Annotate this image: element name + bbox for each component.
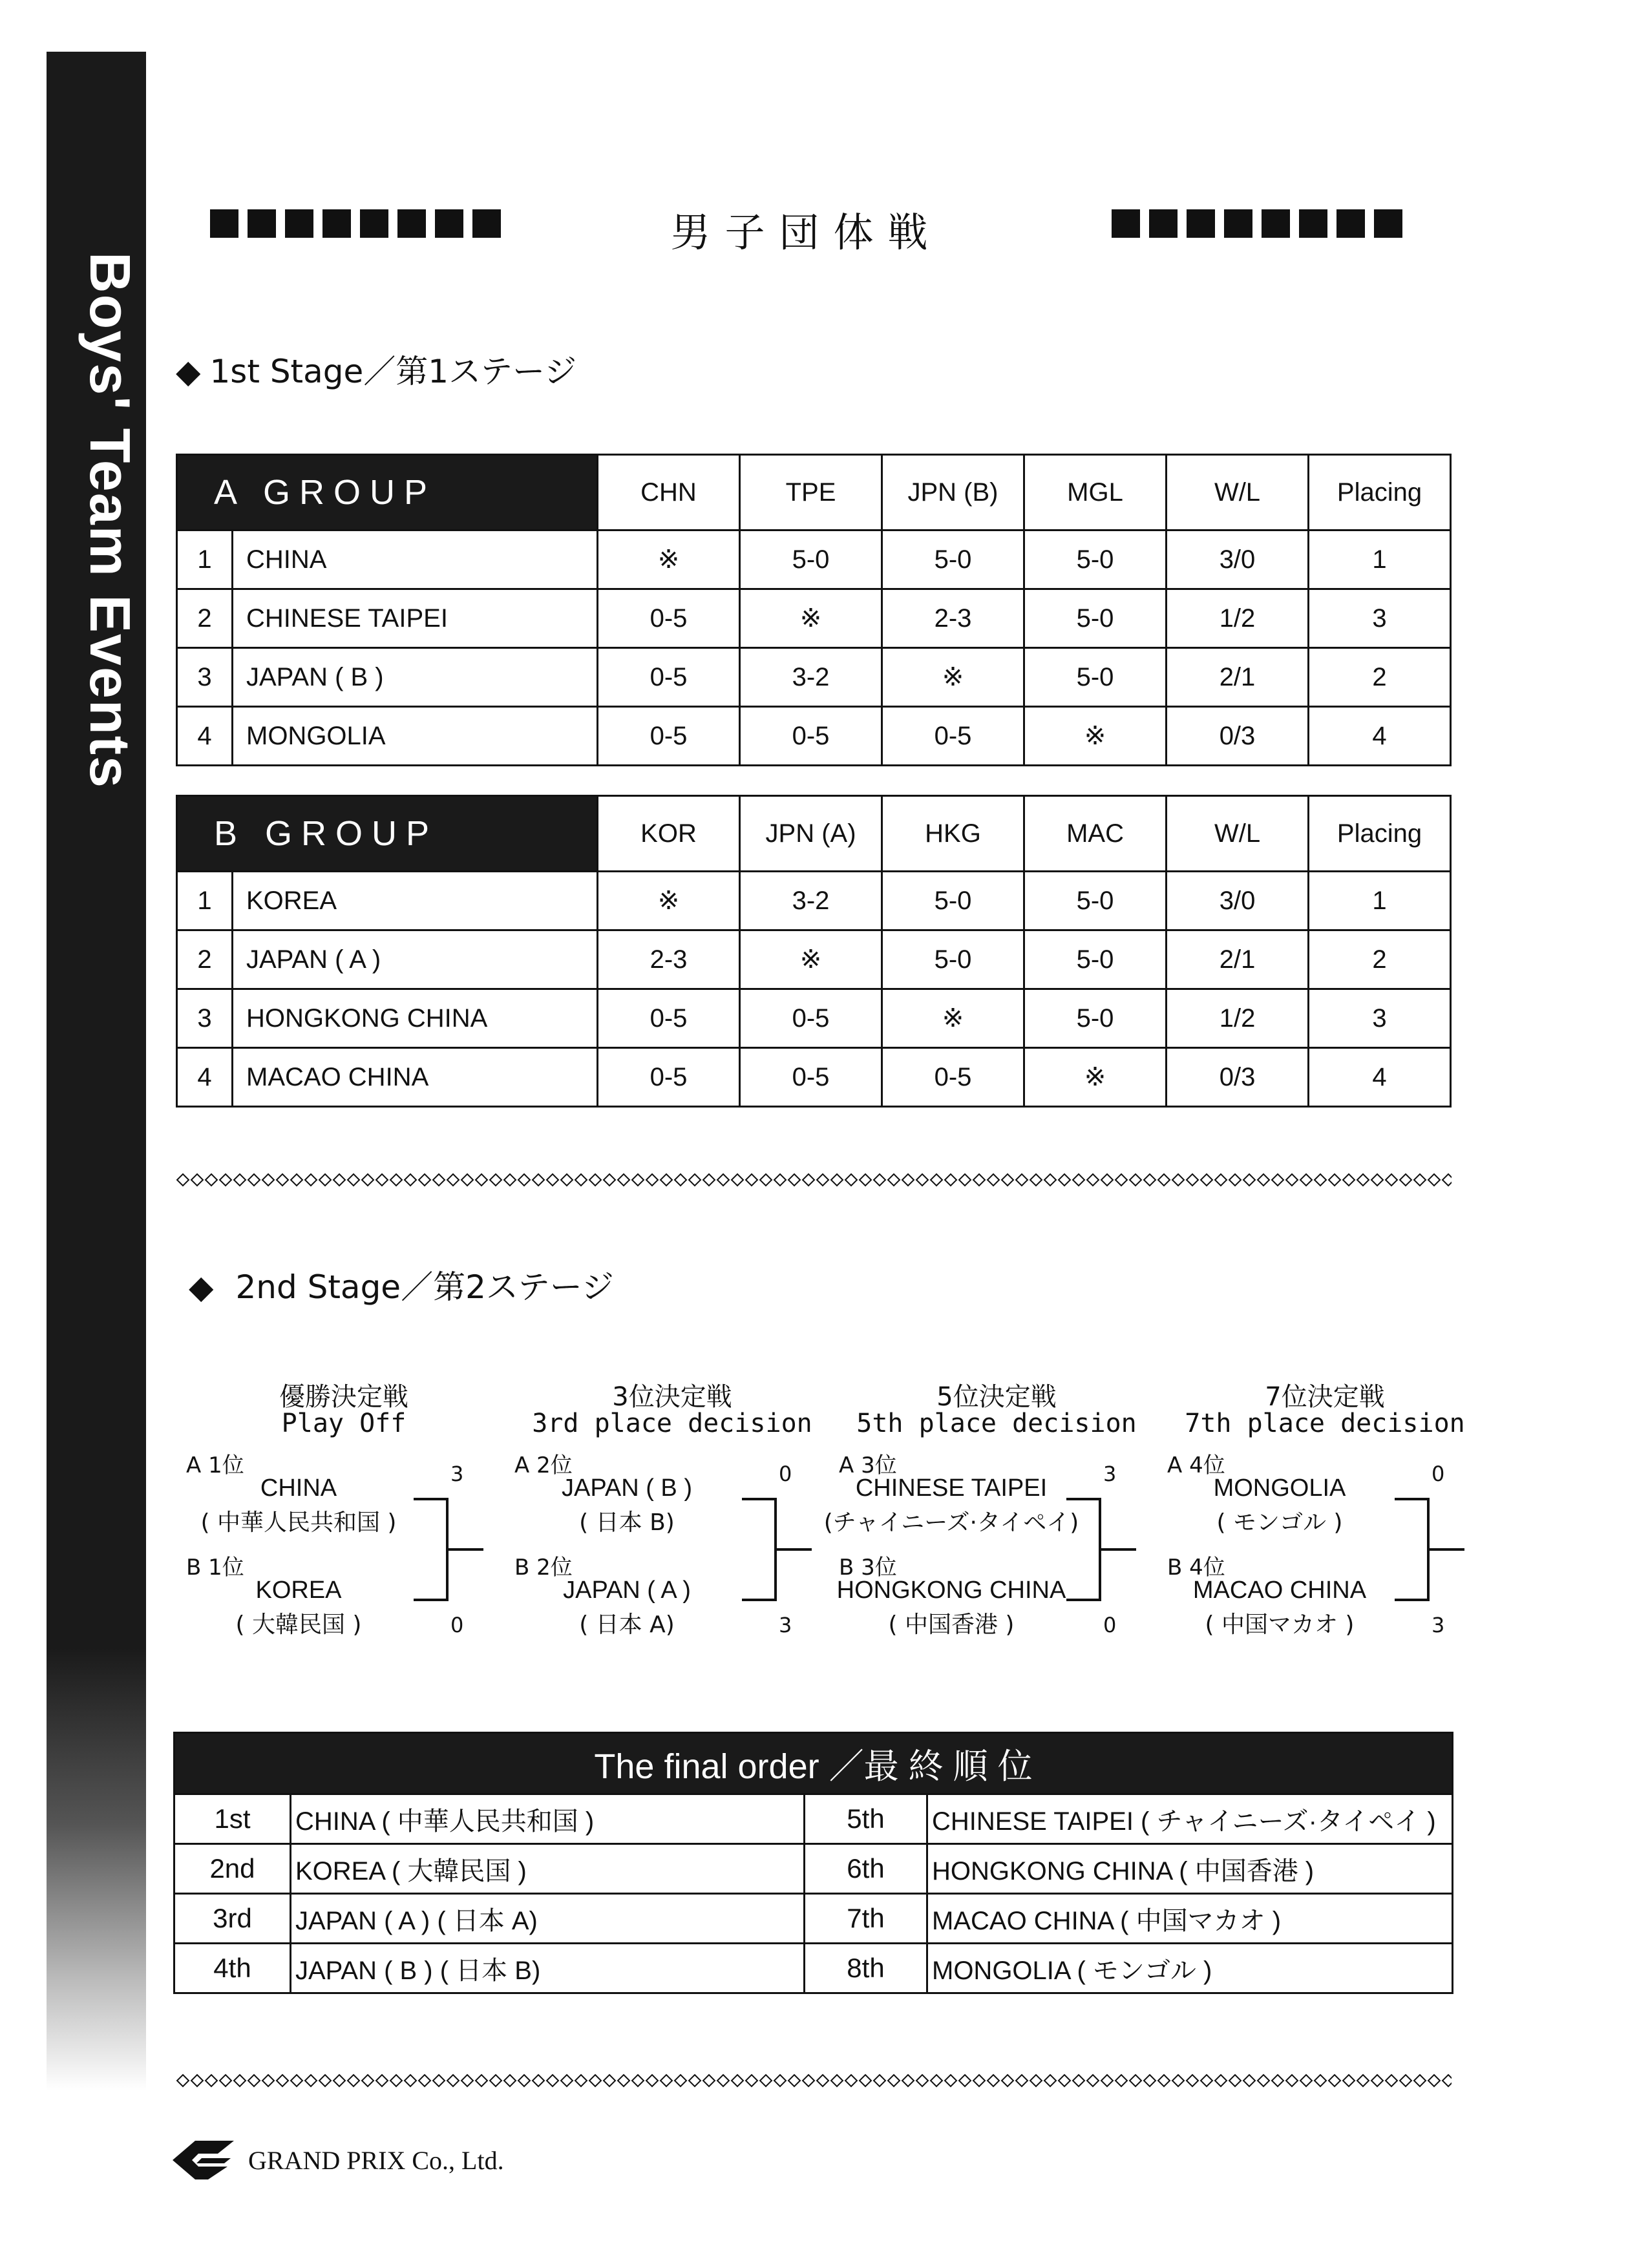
final-team: CHINESE TAIPEI ( チャイニーズ·タイペイ ) (927, 1794, 1453, 1844)
bracket-line (774, 1548, 812, 1551)
seed-label: A 1位 (186, 1453, 244, 1478)
team-name: JAPAN ( A ) (233, 930, 598, 989)
column-header: JPN (B) (882, 455, 1024, 530)
final-team: JAPAN ( A ) ( 日本 A) (291, 1894, 805, 1944)
bracket-line (1427, 1548, 1464, 1551)
group-a-header (177, 455, 1451, 530)
result-cell: 1 (1309, 872, 1451, 930)
bracket-score: 3 (450, 1462, 464, 1486)
table-row (177, 1048, 1451, 1107)
final-rank: 5th (805, 1794, 927, 1844)
bracket-team: JAPAN ( A ) (563, 1577, 691, 1604)
team-name: MACAO CHINA (233, 1048, 598, 1107)
bracket-score: 0 (779, 1462, 792, 1486)
bracket-line (1099, 1548, 1136, 1551)
final-team: MACAO CHINA ( 中国マカオ ) (927, 1894, 1453, 1944)
row-number: 1 (177, 872, 233, 930)
sidebar-label: Boys' Team Events (78, 252, 142, 789)
result-cell: 1/2 (1167, 589, 1309, 648)
table-row (174, 1844, 1453, 1894)
team-name: MONGOLIA (233, 707, 598, 766)
result-cell: 0-5 (740, 989, 882, 1048)
bracket-subtitle: 3rd place decision (532, 1409, 812, 1438)
row-number: 2 (177, 930, 233, 989)
bracket-title: 7位決定戦 (1265, 1382, 1385, 1412)
bracket-score: 3 (1431, 1613, 1445, 1637)
result-cell: ※ (1024, 707, 1167, 766)
column-header: Placing (1309, 455, 1451, 530)
result-cell: 1/2 (1167, 989, 1309, 1048)
title-row (210, 200, 1402, 256)
seed-label: A 3位 (839, 1453, 897, 1478)
result-cell: 5-0 (882, 872, 1024, 930)
bracket-team-sub: ( 中国香港 ) (888, 1612, 1015, 1638)
diamond-divider (176, 1172, 1452, 1188)
bracket-team: HONGKONG CHINA (836, 1577, 1066, 1604)
team-name: CHINESE TAIPEI (233, 589, 598, 648)
table-row (177, 989, 1451, 1048)
row-number: 4 (177, 707, 233, 766)
bracket-subtitle: Play Off (281, 1409, 407, 1438)
column-header: W/L (1167, 796, 1309, 872)
bracket-score: 0 (1103, 1613, 1117, 1637)
bracket-title: 5位決定戦 (936, 1382, 1057, 1412)
final-order-title: The final order ／最 終 順 位 (174, 1733, 1453, 1794)
seed-label: A 4位 (1167, 1453, 1225, 1478)
result-cell: 5-0 (882, 530, 1024, 589)
result-cell: 5-0 (1024, 589, 1167, 648)
grand-prix-logo-icon (169, 2137, 240, 2183)
bracket-line (414, 1498, 447, 1500)
group-a-name: A GROUP (177, 455, 598, 530)
result-cell: ※ (882, 989, 1024, 1048)
bracket-team: JAPAN ( B ) (562, 1475, 692, 1502)
bracket-title: 3位決定戦 (612, 1382, 732, 1412)
result-cell: 3-2 (740, 872, 882, 930)
result-cell: 0-5 (882, 707, 1024, 766)
column-header: CHN (598, 455, 740, 530)
result-cell: 0-5 (598, 989, 740, 1048)
bracket-team-sub: ( 大韓民国 ) (235, 1612, 362, 1638)
sidebar (47, 52, 146, 2268)
table-row (177, 530, 1451, 589)
result-cell: 0-5 (598, 1048, 740, 1107)
group-b-name: B GROUP (177, 796, 598, 872)
result-cell: 5-0 (740, 530, 882, 589)
row-number: 3 (177, 989, 233, 1048)
column-header: TPE (740, 455, 882, 530)
final-rank: 3rd (174, 1894, 291, 1944)
final-rank: 2nd (174, 1844, 291, 1894)
result-cell: 4 (1309, 707, 1451, 766)
company-name: GRAND PRIX Co., Ltd. (248, 2145, 504, 2175)
bracket-line (446, 1548, 483, 1551)
final-team: JAPAN ( B ) ( 日本 B) (291, 1944, 805, 1993)
team-name: KOREA (233, 872, 598, 930)
final-rank: 8th (805, 1944, 927, 1993)
row-number: 3 (177, 648, 233, 707)
team-name: CHINA (233, 530, 598, 589)
column-header: W/L (1167, 455, 1309, 530)
result-cell: ※ (598, 872, 740, 930)
bracket-team: MONGOLIA (1213, 1475, 1346, 1502)
bracket-title: 優勝決定戦 (279, 1382, 408, 1412)
final-rank: 7th (805, 1894, 927, 1944)
result-cell: 4 (1309, 1048, 1451, 1107)
column-header: MAC (1024, 796, 1167, 872)
result-cell: 2/1 (1167, 930, 1309, 989)
team-name: JAPAN ( B ) (233, 648, 598, 707)
result-cell: ※ (882, 648, 1024, 707)
footer (169, 2137, 504, 2183)
result-cell: 2-3 (882, 589, 1024, 648)
group-b-table (176, 795, 1452, 1108)
bracket-team-sub: ( 中華人民共和国 ) (200, 1509, 397, 1536)
bracket-line (1395, 1599, 1428, 1601)
bracket-team-sub: (チャイニーズ·タイペイ) (823, 1509, 1079, 1536)
result-cell: 3 (1309, 589, 1451, 648)
table-row (177, 872, 1451, 930)
result-cell: ※ (740, 589, 882, 648)
bracket-line (742, 1498, 776, 1500)
title-blocks-right (1112, 209, 1402, 238)
row-number: 1 (177, 530, 233, 589)
result-cell: 0-5 (882, 1048, 1024, 1107)
table-row (174, 1894, 1453, 1944)
result-cell: 2 (1309, 930, 1451, 989)
stage1-heading: ◆ 1st Stage／第1ステージ (176, 353, 577, 390)
bracket-line (1395, 1498, 1428, 1500)
final-team: KOREA ( 大韓民国 ) (291, 1844, 805, 1894)
result-cell: 0/3 (1167, 1048, 1309, 1107)
final-team: HONGKONG CHINA ( 中国香港 ) (927, 1844, 1453, 1894)
bracket-team: KOREA (255, 1577, 342, 1604)
bracket-team-sub: ( 日本 B) (579, 1509, 675, 1536)
result-cell: ※ (1024, 1048, 1167, 1107)
result-cell: 3 (1309, 989, 1451, 1048)
team-name: HONGKONG CHINA (233, 989, 598, 1048)
seed-label: B 1位 (186, 1555, 244, 1580)
group-b-header (177, 796, 1451, 872)
bracket-line (414, 1599, 447, 1601)
result-cell: 2-3 (598, 930, 740, 989)
result-cell: 5-0 (1024, 989, 1167, 1048)
row-number: 2 (177, 589, 233, 648)
bracket-team-sub: ( 中国マカオ ) (1205, 1612, 1355, 1638)
bracket-subtitle: 7th place decision (1185, 1409, 1465, 1438)
seed-label: B 2位 (514, 1555, 573, 1580)
final-rank: 4th (174, 1944, 291, 1993)
bracket-team: MACAO CHINA (1192, 1577, 1367, 1604)
table-row (177, 648, 1451, 707)
diamond-icon: ◆ (189, 1268, 214, 1306)
result-cell: ※ (598, 530, 740, 589)
result-cell: 1 (1309, 530, 1451, 589)
final-order-table (173, 1732, 1453, 1994)
final-rank: 6th (805, 1844, 927, 1894)
bracket-team: CHINESE TAIPEI (855, 1475, 1048, 1502)
group-a-table (176, 454, 1452, 766)
column-header: MGL (1024, 455, 1167, 530)
bracket-line (1066, 1599, 1100, 1601)
table-row (174, 1944, 1453, 1993)
final-rank: 1st (174, 1794, 291, 1844)
bracket-line (742, 1599, 776, 1601)
diamond-icon: ◆ (176, 353, 201, 390)
result-cell: ※ (740, 930, 882, 989)
result-cell: 0-5 (740, 1048, 882, 1107)
table-row (177, 589, 1451, 648)
diamond-divider (176, 2073, 1452, 2088)
result-cell: 5-0 (882, 930, 1024, 989)
bracket-subtitle: 5th place decision (856, 1409, 1137, 1438)
row-number: 4 (177, 1048, 233, 1107)
table-row (177, 707, 1451, 766)
seed-label: A 2位 (514, 1453, 573, 1478)
bracket-score: 0 (450, 1613, 464, 1637)
bracket-score: 3 (779, 1613, 792, 1637)
result-cell: 2 (1309, 648, 1451, 707)
result-cell: 5-0 (1024, 872, 1167, 930)
result-cell: 3/0 (1167, 872, 1309, 930)
result-cell: 2/1 (1167, 648, 1309, 707)
column-header: HKG (882, 796, 1024, 872)
page-title: 男子団体戦 (670, 209, 942, 256)
column-header: JPN (A) (740, 796, 882, 872)
result-cell: 3/0 (1167, 530, 1309, 589)
table-row (174, 1794, 1453, 1844)
bracket-score: 0 (1431, 1462, 1445, 1486)
bracket-score: 3 (1103, 1462, 1117, 1486)
result-cell: 5-0 (1024, 530, 1167, 589)
stage2-heading: ◆ 2nd Stage／第2ステージ (189, 1268, 614, 1306)
final-team: MONGOLIA ( モンゴル ) (927, 1944, 1453, 1993)
seed-label: B 4位 (1167, 1555, 1225, 1580)
table-row (177, 930, 1451, 989)
result-cell: 5-0 (1024, 648, 1167, 707)
result-cell: 3-2 (740, 648, 882, 707)
result-cell: 0-5 (598, 707, 740, 766)
result-cell: 0-5 (598, 648, 740, 707)
bracket-team: CHINA (260, 1475, 337, 1502)
column-header: KOR (598, 796, 740, 872)
bracket-team-sub: ( 日本 A) (579, 1612, 675, 1638)
result-cell: 0-5 (598, 589, 740, 648)
bracket-team-sub: ( モンゴル ) (1216, 1509, 1343, 1536)
result-cell: 0-5 (740, 707, 882, 766)
result-cell: 5-0 (1024, 930, 1167, 989)
bracket-line (1066, 1498, 1100, 1500)
column-header: Placing (1309, 796, 1451, 872)
result-cell: 0/3 (1167, 707, 1309, 766)
final-team: CHINA ( 中華人民共和国 ) (291, 1794, 805, 1844)
seed-label: B 3位 (839, 1555, 897, 1580)
